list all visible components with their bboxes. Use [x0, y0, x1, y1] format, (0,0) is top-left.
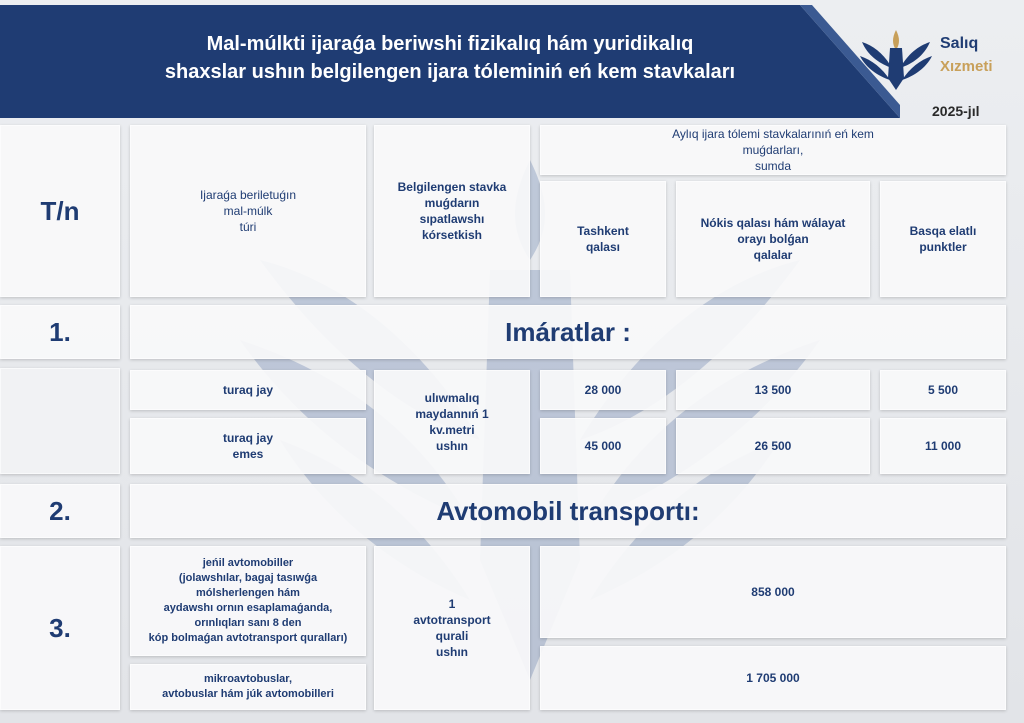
row-nonresidential-type	[130, 418, 366, 474]
row-passenger-car-value	[540, 546, 1006, 638]
header-tn	[0, 125, 120, 297]
section-1-number	[0, 305, 120, 359]
section-1-indicator	[374, 370, 530, 474]
section-3-number	[0, 546, 120, 710]
section-1-number-text: 1.	[49, 317, 71, 347]
logo-text-line-2: Xızmeti	[940, 58, 993, 75]
section-2-title	[130, 484, 1006, 538]
header-indicator	[374, 125, 530, 297]
header-rate-group-label: Aylıq ijara tólemi stavkalarınıń eń kem muǵdarları, sumda	[672, 127, 874, 173]
row-residential-tashkent	[540, 370, 666, 410]
header-type-label: Ijaraǵa beriletuǵın mal-múlk túri	[199, 188, 297, 234]
row-residential-nokis-value: 13 500	[754, 383, 792, 397]
section-1-title	[130, 305, 1006, 359]
row-bus-truck-type-text: mikroavtobuslar, avtobuslar hám júk avtomobilleri	[162, 673, 334, 700]
title-line-2: shaxslar ushın belgilengen ijara tóleminiń eń kem stavkaları	[164, 61, 736, 83]
row-bus-truck-type	[130, 664, 366, 710]
section-1-title-text: Imáratlar :	[505, 317, 631, 347]
section-2-number-text: 2.	[49, 496, 71, 526]
logo-text-line-1: Salıq	[940, 35, 979, 52]
header-indicator-label: Belgilengen stavka muǵdarın sıpatlawshı kórsetkish	[397, 180, 507, 242]
row-nonresidential-nokis	[676, 418, 870, 474]
row-nonresidential-tashkent-value: 45 000	[584, 439, 622, 453]
row-residential-nokis	[676, 370, 870, 410]
section-1-empty-cell	[0, 368, 120, 474]
header-type	[130, 125, 366, 297]
tax-service-logo-icon	[856, 22, 1016, 92]
row-passenger-car-value-text: 858 000	[751, 585, 795, 599]
header-rate-group	[540, 125, 1006, 175]
header-other	[880, 181, 1006, 297]
row-passenger-car-type	[130, 546, 366, 656]
row-residential-type	[130, 370, 366, 410]
header-tn-label: T/n	[40, 196, 80, 226]
row-nonresidential-type-text: turaq jay emes	[222, 431, 273, 461]
row-residential-tashkent-value: 28 000	[584, 383, 622, 397]
row-residential-type-text: turaq jay	[222, 383, 273, 397]
row-bus-truck-value	[540, 646, 1006, 710]
section-3-indicator	[374, 546, 530, 710]
header-other-label: Basqa elatlı punktler	[909, 224, 977, 254]
header-tashkent-label: Tashkent qalası	[577, 224, 629, 254]
section-1-indicator-text: ulıwmalıq maydannıń 1 kv.metri ushın	[415, 391, 489, 453]
section-2-title-text: Avtomobil transportı:	[436, 496, 700, 526]
page-title	[30, 30, 870, 86]
row-nonresidential-other-value: 11 000	[924, 439, 962, 453]
header-nokis-label: Nókis qalası hám wálayat orayı bolǵan qalalar	[700, 216, 846, 262]
header-nokis	[676, 181, 870, 297]
row-residential-other-value: 5 500	[927, 383, 959, 397]
row-bus-truck-value-text: 1 705 000	[746, 671, 800, 685]
year-label: 2025-jıl	[932, 103, 980, 119]
row-residential-other	[880, 370, 1006, 410]
header-tashkent	[540, 181, 666, 297]
section-3-indicator-text: 1 avtotransport qurali ushın	[413, 597, 491, 659]
row-passenger-car-type-text: jeńil avtomobiller (jolawshılar, bagaj tasıwǵa mólsherlengen hám aydawshı ornın esaplamaǵanda, orınlıqları sanı 8 den kóp bolmaǵan avtotransport quralları)	[148, 557, 348, 644]
title-line-1: Mal-múlkti ijaraǵa beriwshi fizikalıq hám yuridikalıq	[206, 33, 694, 55]
section-3-number-text: 3.	[49, 613, 71, 643]
row-nonresidential-tashkent	[540, 418, 666, 474]
section-2-number	[0, 484, 120, 538]
row-nonresidential-other	[880, 418, 1006, 474]
row-nonresidential-nokis-value: 26 500	[754, 439, 792, 453]
